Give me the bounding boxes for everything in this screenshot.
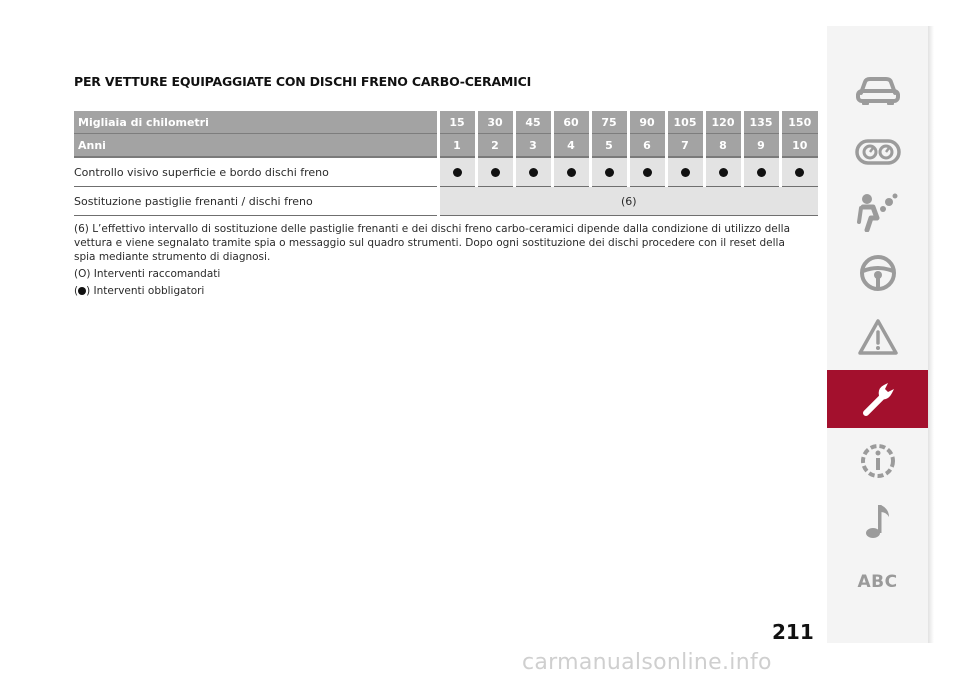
km-value: 75 [590, 111, 628, 134]
mandatory-dot-icon [453, 168, 462, 177]
page-number: 211 [772, 620, 814, 644]
abc-label: ABC [857, 572, 898, 592]
year-value: 7 [666, 134, 704, 158]
music-note-icon [863, 501, 893, 541]
mandatory-dot-icon [795, 168, 804, 177]
sidebar-item-dashboard[interactable] [827, 123, 928, 181]
mandatory-dot-icon [529, 168, 538, 177]
wrench-icon [858, 379, 898, 419]
mandatory-cell [742, 157, 780, 187]
sidebar-item-index[interactable] [827, 553, 928, 611]
note-6: (6) L’effettivo intervallo di sostituzione delle pastiglie frenanti e dei dischi freno carbo-ceramici dipende dalla condizione di utilizzo della vettura e viene segnalato tramite spia o messaggio sul quadro strumenti. Dopo ogni sostituzione dei dischi procedere con il reset della spia mediante strumento di diagnosi. [74, 223, 791, 263]
year-value: 8 [704, 134, 742, 158]
year-value: 10 [780, 134, 818, 158]
row-label: Controllo visivo superficie e bordo dischi freno [74, 157, 438, 187]
mandatory-cell [590, 157, 628, 187]
mandatory-cell [628, 157, 666, 187]
mandatory-dot-icon [643, 168, 652, 177]
mandatory-dot-icon [78, 287, 86, 295]
km-value: 45 [514, 111, 552, 134]
km-value: 120 [704, 111, 742, 134]
mandatory-cell [514, 157, 552, 187]
note-reference-cell: (6) [438, 187, 818, 216]
page-title: PER VETTURE EQUIPAGGIATE CON DISCHI FRENO CARBO-CERAMICI [74, 74, 532, 89]
year-value: 2 [476, 134, 514, 158]
km-value: 90 [628, 111, 666, 134]
mandatory-cell [704, 157, 742, 187]
table-row [74, 187, 818, 216]
sidebar-item-driving[interactable] [827, 244, 928, 302]
legend-mandatory: ( ) Interventi obbligatori [74, 285, 205, 297]
maintenance-table [74, 111, 818, 216]
km-header-label: Migliaia di chilometri [74, 111, 438, 134]
mandatory-dot-icon [757, 168, 766, 177]
year-value: 6 [628, 134, 666, 158]
notes-section [74, 222, 804, 301]
mandatory-cell [438, 157, 476, 187]
km-value: 30 [476, 111, 514, 134]
sidebar-item-safety[interactable] [827, 183, 928, 241]
steering-wheel-icon [858, 253, 898, 293]
watermark: carmanualsonline.info [522, 650, 772, 675]
sidebar-item-technical-data[interactable] [827, 432, 928, 490]
seatbelt-airbag-icon [855, 192, 901, 232]
km-value: 15 [438, 111, 476, 134]
car-icon [855, 73, 901, 107]
mandatory-cell [780, 157, 818, 187]
year-value: 4 [552, 134, 590, 158]
km-value: 105 [666, 111, 704, 134]
km-header-row [74, 111, 818, 134]
year-value: 3 [514, 134, 552, 158]
warning-triangle-icon [856, 317, 900, 357]
sidebar-item-maintenance[interactable] [827, 370, 928, 428]
year-value: 1 [438, 134, 476, 158]
year-value: 5 [590, 134, 628, 158]
mandatory-cell [666, 157, 704, 187]
km-value: 60 [552, 111, 590, 134]
mandatory-dot-icon [491, 168, 500, 177]
sidebar-edge [928, 26, 934, 643]
mandatory-cell [476, 157, 514, 187]
km-value: 150 [780, 111, 818, 134]
mandatory-dot-icon [719, 168, 728, 177]
year-value: 9 [742, 134, 780, 158]
row-label: Sostituzione pastiglie frenanti / dischi freno [74, 187, 438, 216]
chapter-sidebar [827, 26, 928, 643]
mandatory-dot-icon [567, 168, 576, 177]
sidebar-item-car[interactable] [827, 61, 928, 119]
years-header-label: Anni [74, 134, 438, 158]
sidebar-item-multimedia[interactable] [827, 492, 928, 550]
mandatory-dot-icon [681, 168, 690, 177]
mandatory-dot-icon [605, 168, 614, 177]
sidebar-item-emergency[interactable] [827, 308, 928, 366]
years-header-row [74, 134, 818, 158]
mandatory-cell [552, 157, 590, 187]
km-value: 135 [742, 111, 780, 134]
legend-recommended: (O) Interventi raccomandati [74, 268, 221, 280]
table-row [74, 157, 818, 187]
info-gear-icon [857, 440, 899, 482]
dashboard-gauges-icon [854, 137, 902, 167]
